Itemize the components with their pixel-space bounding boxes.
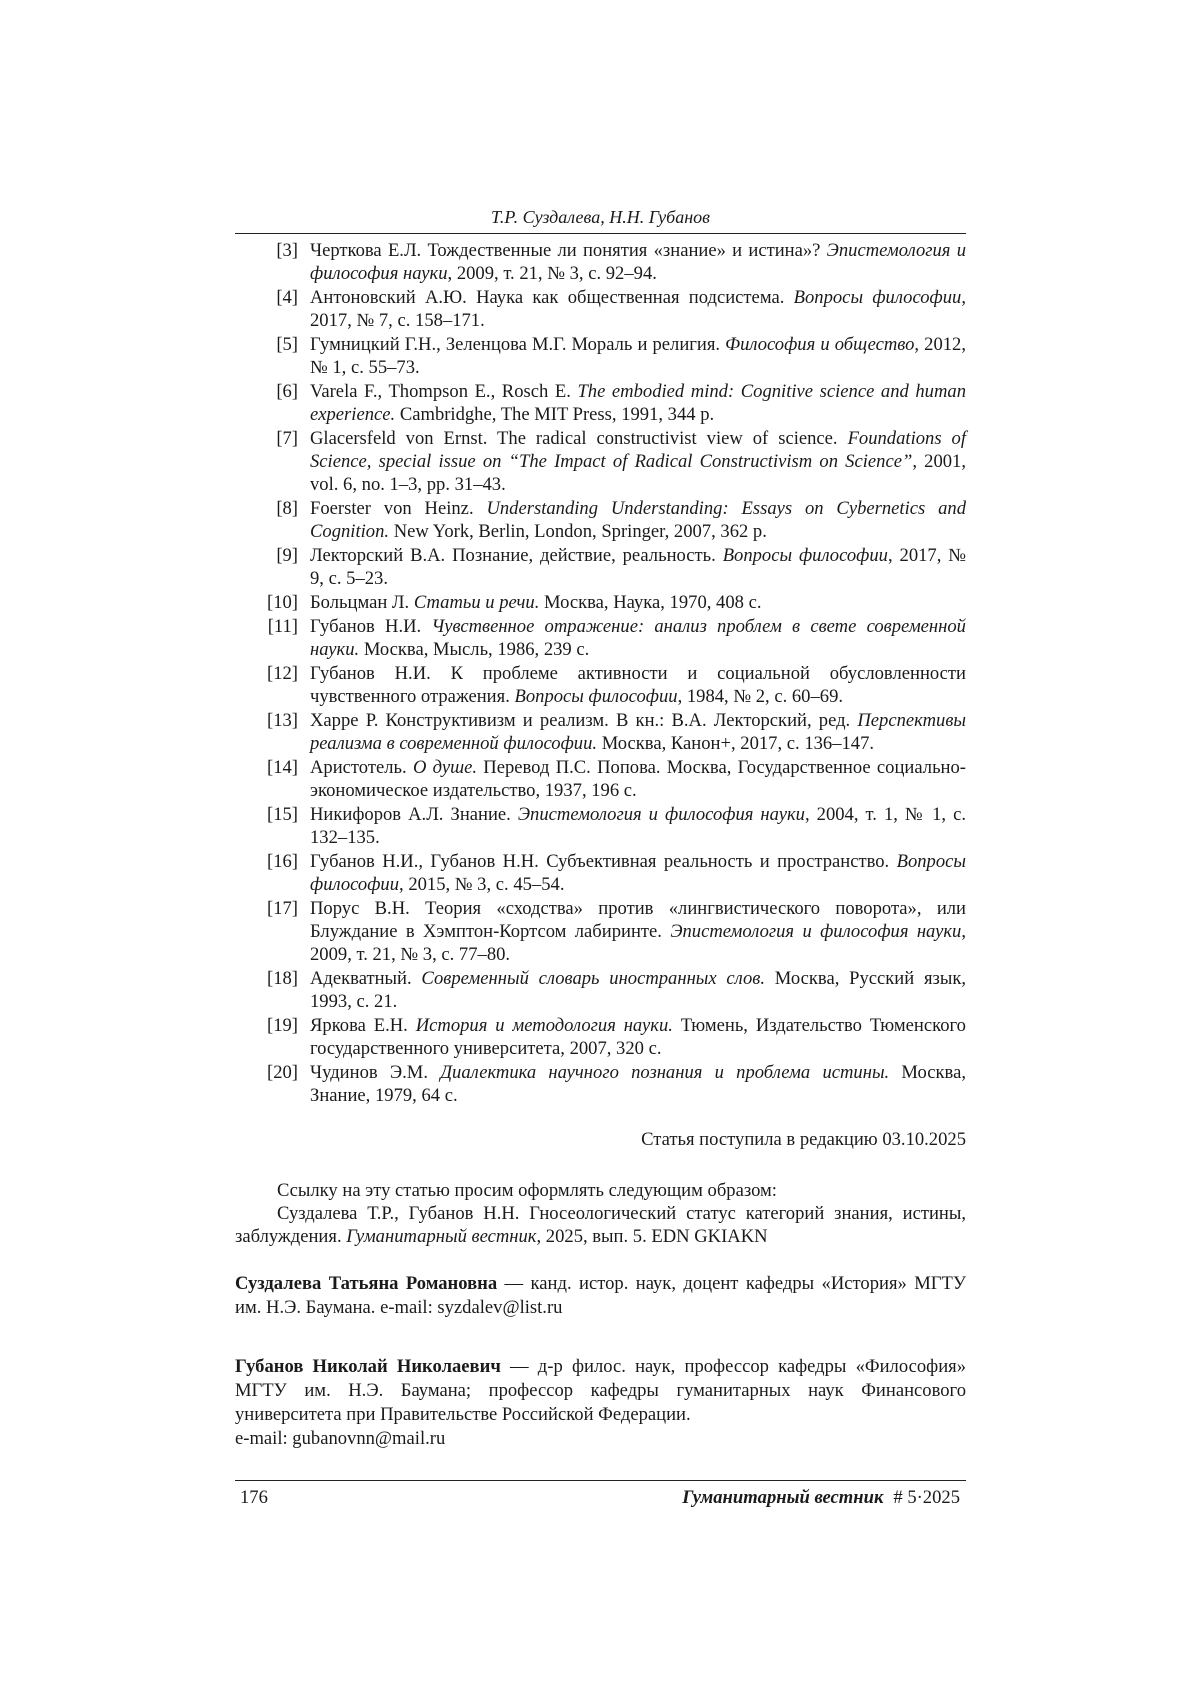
reference-number: [9]	[276, 544, 298, 566]
reference-item	[258, 968, 966, 1014]
author-name: Суздалева Татьяна Романовна	[235, 1273, 498, 1294]
reference-item	[258, 240, 966, 286]
running-header: Т.Р. Суздалева, Н.Н. Губанов	[491, 207, 710, 227]
reference-text: Порус В.Н. Теория «сходства» против «лингвистического поворота», или Блуждание в Хэмптон-Кортсом лабиринте.	[310, 898, 966, 942]
reference-number: [16]	[267, 851, 298, 872]
reference-text: , 2012, № 1, с. 55–73.	[310, 334, 966, 378]
reference-text: Foerster von Heinz.	[310, 497, 487, 519]
reference-item	[258, 663, 966, 709]
reference-item	[258, 381, 966, 427]
author-name: Губанов Николай Николаевич	[235, 1356, 501, 1377]
reference-number: [8]	[276, 497, 298, 519]
reference-text: Больцман Л.	[310, 591, 414, 613]
header-rule	[235, 233, 966, 234]
reference-list	[258, 240, 966, 1109]
reference-source: Современный словарь иностранных слов.	[421, 967, 766, 989]
citation-text	[235, 1202, 966, 1248]
reference-item	[258, 804, 966, 850]
author-bio: — канд. истор. наук, доцент кафедры «История» МГТУ им. Н.Э. Баумана. e-mail: syzdalev@list.ru	[235, 1273, 966, 1318]
reference-text: Москва, Канон+, 2017, с. 136–147.	[597, 732, 875, 754]
reference-text: Гумницкий Г.Н., Зеленцова М.Г. Мораль и религия.	[310, 334, 726, 355]
reference-text: Москва, Мысль, 1986, 239 с.	[359, 638, 590, 660]
reference-number: [15]	[267, 804, 298, 825]
reference-text: Губанов Н.И., Губанов Н.Н. Субъективная реальность и пространство.	[310, 851, 897, 872]
reference-source: Эпистемология и философия науки	[517, 804, 805, 825]
reference-text: , 2017, № 7, с. 158–171.	[310, 287, 966, 331]
reference-item	[258, 1015, 966, 1061]
reference-text: Cambridghe, The MIT Press, 1991, 344 p.	[395, 403, 715, 425]
reference-text: Перевод П.С. Попова. Москва, Государственное социально-экономическое издательство, 1937, 196 с.	[310, 757, 966, 801]
reference-item	[258, 498, 966, 544]
reference-text: Москва, Наука, 1970, 408 с.	[539, 591, 762, 613]
reference-item	[258, 898, 966, 967]
reference-number: [12]	[267, 663, 298, 684]
reference-item	[258, 545, 966, 591]
reference-text: , 2001, vol. 6, no. 1–3, pp. 31–43.	[310, 450, 966, 495]
reference-source: Статьи и речи.	[413, 591, 540, 613]
reference-source: The embodied mind: Cognitive science and human experience.	[310, 381, 966, 425]
author-bio: — д-р филос. наук, профессор кафедры «Философия» МГТУ им. Н.Э. Баумана; профессор кафедры гуманитарных наук Финансового университета при Правительстве Российской Федерации.	[235, 1356, 966, 1425]
reference-source: Философия и общество	[725, 334, 915, 355]
reference-source: Вопросы философии	[722, 544, 888, 566]
reference-item	[258, 616, 966, 662]
author-email: e-mail: gubanovnn@mail.ru	[235, 1428, 446, 1449]
reference-text: Аристотель.	[310, 757, 413, 778]
citation-text-after: , 2025, вып. 5. EDN GKIAKN	[536, 1226, 768, 1247]
reference-text: Glacersfeld von Ernst. The radical constructivist view of science.	[310, 428, 848, 449]
reference-text: Черткова Е.Л. Тождественные ли понятия «знание» и истина»?	[310, 240, 827, 261]
citation-block	[235, 1179, 966, 1248]
reference-item	[258, 851, 966, 897]
reference-number: [6]	[276, 381, 298, 402]
reference-number: [3]	[276, 240, 298, 261]
reference-text: Москва, Русский язык, 1993, с. 21.	[310, 967, 967, 1012]
reference-number: [13]	[267, 710, 298, 731]
reference-text: , 2017, № 9, с. 5–23.	[310, 544, 966, 589]
reference-source: Эпистемология и философия науки	[670, 920, 962, 942]
journal-name: Гуманитарный вестник	[682, 1487, 884, 1508]
reference-source: Вопросы философии	[310, 851, 966, 895]
reference-source: Эпистемология и философия науки	[310, 240, 966, 284]
reference-number: [7]	[276, 428, 298, 449]
reference-source: Вопросы философии	[514, 685, 678, 707]
reference-text: Губанов Н.И. К проблеме активности и социальной обусловленности чувственного отражения.	[310, 663, 966, 707]
reference-source: Understanding Understanding: Essays on Cybernetics and Cognition.	[310, 497, 966, 542]
reference-item	[258, 757, 966, 803]
reference-number: [10]	[267, 591, 298, 613]
reference-number: [11]	[267, 616, 298, 637]
footer-rule	[235, 1480, 966, 1481]
reference-source: Вопросы философии	[793, 287, 962, 308]
reference-item	[258, 710, 966, 756]
reference-source: История и методология науки.	[415, 1014, 673, 1036]
reference-source: Диалектика научного познания и проблема истины.	[440, 1061, 890, 1083]
reference-text: Москва, Знание, 1979, 64 с.	[310, 1061, 966, 1106]
reference-item	[258, 334, 966, 380]
reference-number: [5]	[276, 334, 298, 355]
reference-number: [20]	[267, 1061, 298, 1083]
reference-item	[258, 287, 966, 333]
reference-text: , 2009, т. 21, № 3, с. 77–80.	[310, 920, 967, 965]
reference-number: [4]	[276, 287, 298, 308]
reference-text: Тюмень, Издательство Тюменского государственного университета, 2007, 320 с.	[310, 1014, 966, 1059]
reference-text: Varela F., Thompson E., Rosch E.	[310, 381, 578, 402]
reference-number: [17]	[267, 898, 298, 919]
reference-number: [19]	[267, 1014, 298, 1036]
reference-source: Чувственное отражение: анализ проблем в свете современной науки.	[310, 616, 966, 660]
journal-issue	[682, 1486, 960, 1510]
reference-text: Адекватный.	[310, 967, 422, 989]
reference-number: [14]	[267, 757, 298, 778]
reference-text: Никифоров А.Л. Знание.	[310, 804, 518, 825]
reference-text: , 2009, т. 21, № 3, с. 92–94.	[447, 262, 657, 284]
reference-item	[258, 1062, 966, 1108]
reference-text: Губанов Н.И.	[310, 616, 432, 637]
citation-journal: Гуманитарный вестник	[346, 1226, 537, 1247]
reference-text: Яркова Е.Н.	[310, 1014, 416, 1036]
reference-item	[258, 592, 966, 615]
reference-source: Перспективы реализма в современной философии.	[310, 710, 966, 754]
reference-text: , 2004, т. 1, № 1, с. 132–135.	[310, 804, 966, 848]
citation-intro: Ссылку на эту статью просим оформлять следующим образом:	[277, 1180, 777, 1201]
received-date: Статья поступила в редакцию 03.10.2025	[641, 1129, 966, 1150]
reference-number: [18]	[267, 967, 298, 989]
reference-text: Антоновский А.Ю. Наука как общественная подсистема.	[310, 287, 794, 308]
reference-text: Чудинов Э.М.	[310, 1061, 441, 1083]
page-number: 176	[240, 1487, 268, 1508]
reference-text: , 2015, № 3, с. 45–54.	[399, 873, 565, 895]
reference-text: , 1984, № 2, с. 60–69.	[677, 685, 844, 707]
reference-text: Харре Р. Конструктивизм и реализм. В кн.: В.А. Лекторский, ред.	[310, 710, 858, 731]
reference-text: New York, Berlin, London, Springer, 2007, 362 p.	[389, 520, 767, 542]
issue-number: # 5·2025	[893, 1487, 960, 1508]
reference-text: Лекторский В.А. Познание, действие, реальность.	[310, 544, 723, 566]
reference-item	[258, 428, 966, 497]
reference-source: Foundations of Science, special issue on “The Impact of Radical Constructivism on Science”	[310, 428, 967, 472]
author-info-2	[235, 1355, 966, 1451]
citation-text-before: Суздалева Т.Р., Губанов Н.Н. Гносеологический статус категорий знания, истины, заблуждения.	[235, 1203, 966, 1247]
reference-source: О душе.	[412, 757, 478, 778]
author-info-1	[235, 1272, 966, 1320]
